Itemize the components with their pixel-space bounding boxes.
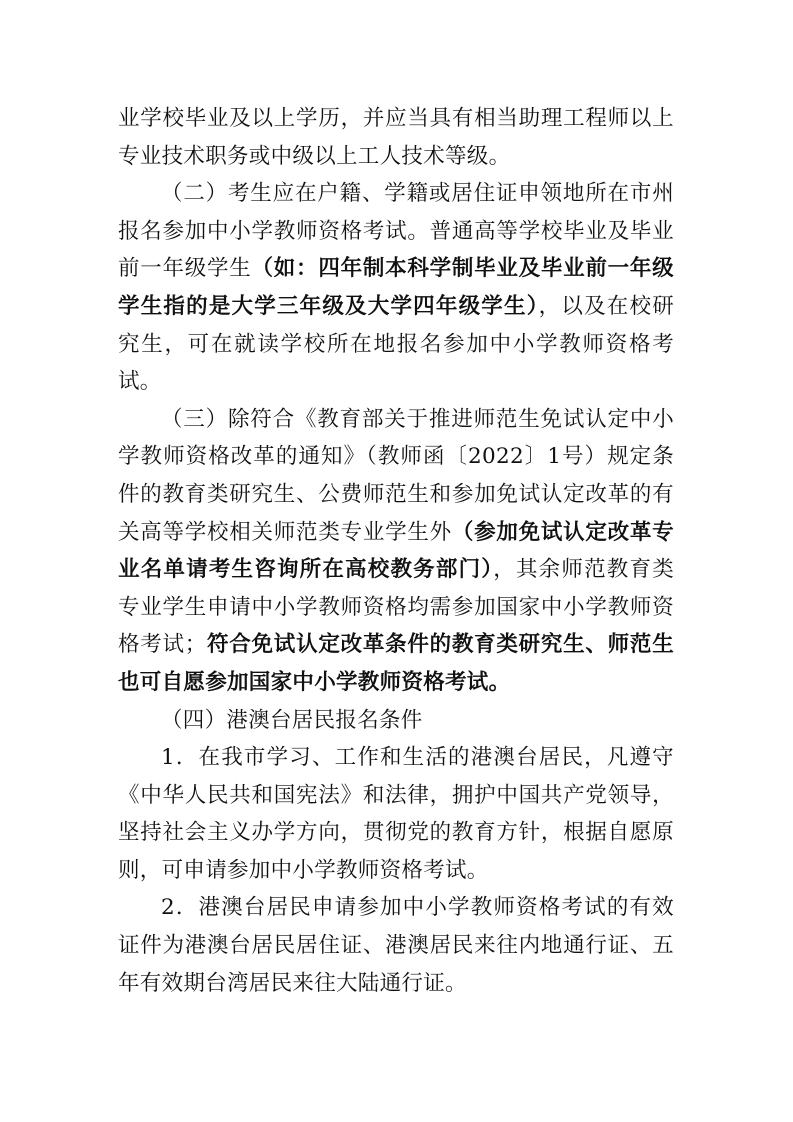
paragraph-continuation	[118, 100, 674, 175]
paragraph-item-2	[118, 175, 674, 401]
paragraph-subitem-1	[118, 739, 674, 889]
bold-note: （如：四年制本科学制毕业及毕业前一年级学生指的是大学三年级及大学四年级学生）	[118, 256, 674, 319]
paragraph-text: ，其余师范教育类专业学生申请中小学教师资格均需参加国家中小学教师资格考试；	[118, 557, 674, 658]
paragraph-text: ，以及在校研究生，可在就读学校所在地报名参加中小学教师资格考试。	[118, 293, 675, 395]
section-heading-4	[118, 702, 674, 740]
document-body	[118, 100, 674, 1002]
paragraph-text: （三）除符合《教育部关于推进师范生免试认定中小学教师资格改革的通知》（教师函〔2022〕1号）规定条件的教育类研究生、公费师范生和参加免试认定改革的有关高等学校相关师范类专业学生外	[118, 406, 674, 545]
paragraph-text: 业学校毕业及以上学历，并应当具有相当助理工程师以上专业技术职务或中级以上工人技术等级。	[118, 106, 674, 169]
bold-note: 符合免试认定改革条件的教育类研究生、师范生也可自愿参加国家中小学教师资格考试。	[118, 632, 674, 695]
paragraph-text: 2．港澳台居民申请参加中小学教师资格考试的有效证件为港澳台居民居住证、港澳居民来往内地通行证、五年有效期台湾居民来往大陆通行证。	[118, 895, 674, 996]
paragraph-text: （二）考生应在户籍、学籍或居住证申领地所在市州报名参加中小学教师资格考试。普通高等学校毕业及毕业前一年级学生	[118, 181, 674, 282]
bold-note: （参加免试认定改革专业名单请考生咨询所在高校教务部门）	[118, 519, 674, 583]
paragraph-item-3	[118, 401, 674, 702]
paragraph-text: 1．在我市学习、工作和生活的港澳台居民，凡遵守《中华人民共和国宪法》和法律，拥护中国共产党领导，坚持社会主义办学方向，贯彻党的教育方针，根据自愿原则，可申请参加中小学教师资格考试。	[118, 745, 674, 883]
paragraph-subitem-2	[118, 889, 674, 1002]
heading-text: （四）港澳台居民报名条件	[161, 707, 423, 733]
